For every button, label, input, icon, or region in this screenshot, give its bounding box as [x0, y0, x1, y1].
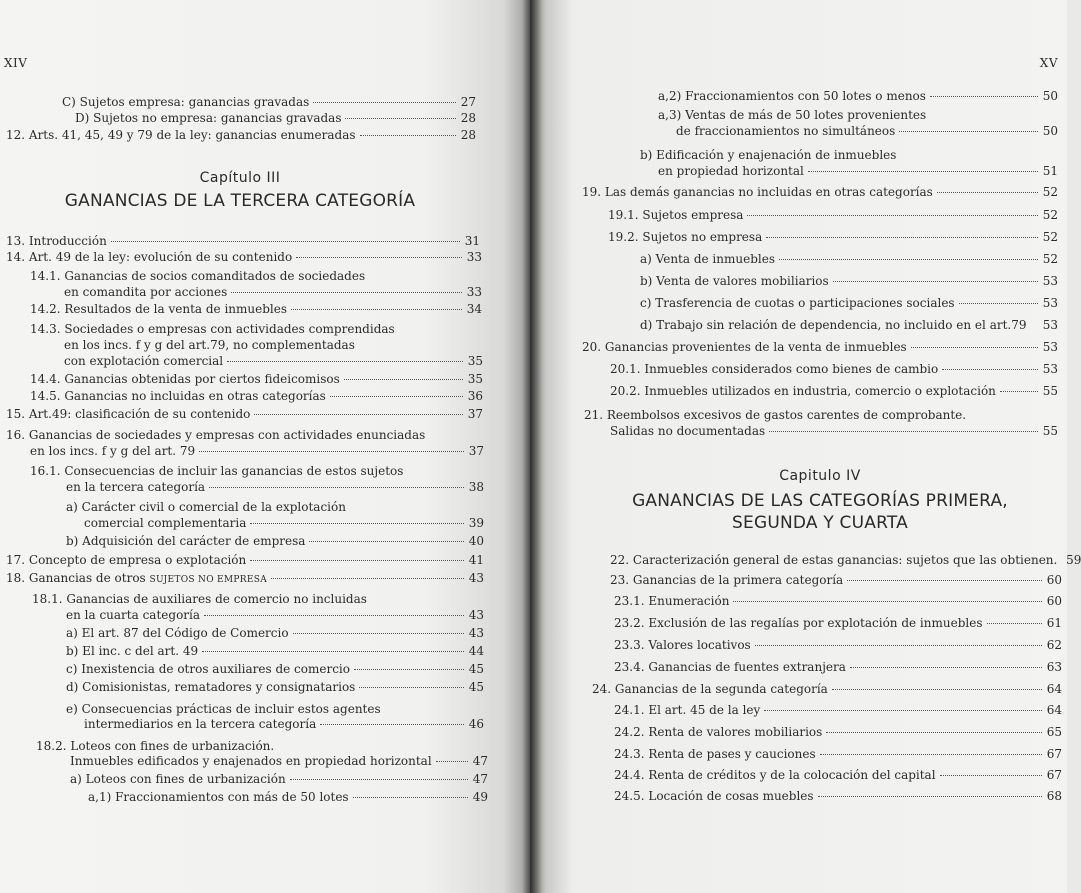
- toc-entry-text: 16. Ganancias de sociedades y empresas con actividades enunciadas: [6, 428, 426, 442]
- toc-entry: en comandita por acciones 33: [64, 285, 482, 299]
- toc-entry-text: a) Carácter civil o comercial de la explotación: [66, 500, 346, 514]
- chapter-title-line: SEGUNDA Y CUARTA: [732, 513, 908, 533]
- toc-entry-text: 16.1. Consecuencias de incluir las ganancias de estos sujetos: [30, 464, 404, 478]
- toc-entry: en los incs. f y g del art. 79 37: [30, 444, 484, 458]
- toc-entry: Salidas no documentadas 55: [610, 424, 1058, 438]
- toc-entry: 13. Introducción 31: [6, 234, 480, 248]
- toc-entry: a) Loteos con fines de urbanización 47: [70, 772, 488, 786]
- toc-entry: Inmuebles edificados y enajenados en propiedad horizontal 47: [70, 754, 488, 768]
- toc-entry: d) Comisionistas, rematadores y consignatarios 45: [66, 680, 484, 694]
- toc-entry: a) El art. 87 del Código de Comercio 43: [66, 626, 484, 640]
- toc-entry: 20.2. Inmuebles utilizados en industria, comercio o explotación 55: [610, 384, 1058, 398]
- toc-entry: b) Adquisición del carácter de empresa 40: [66, 534, 484, 548]
- toc-entry: en la cuarta categoría 43: [66, 608, 484, 622]
- toc-entry: a) Venta de inmuebles 52: [640, 252, 1058, 266]
- chapter-label: Capítulo III: [199, 170, 281, 186]
- toc-entry-text: 21. Reembolsos excesivos de gastos carentes de comprobante.: [584, 408, 967, 422]
- toc-entry: 14.4. Ganancias obtenidas por ciertos fideicomisos 35: [30, 372, 483, 386]
- toc-entry: en propiedad horizontal 51: [658, 164, 1058, 178]
- toc-entry: 24.3. Renta de pases y cauciones 67: [614, 747, 1062, 761]
- toc-entry: intermediarios en la tercera categoría 46: [84, 717, 484, 731]
- chapter-label: Capitulo IV: [779, 468, 861, 484]
- toc-entry: 23. Ganancias de la primera categoría 60: [610, 573, 1062, 587]
- toc-entry-text: a,3) Ventas de más de 50 lotes provenientes: [658, 108, 927, 122]
- toc-entry: comercial complementaria 39: [84, 516, 484, 530]
- toc-entry: 19. Las demás ganancias no incluidas en otras categorías 52: [582, 185, 1058, 199]
- left-page: [0, 0, 530, 893]
- right-page: [530, 0, 1081, 893]
- toc-entry: d) Trabajo sin relación de dependencia, no incluido en el art.79 53: [640, 318, 1058, 332]
- toc-entry: 14. Art. 49 de la ley: evolución de su contenido 33: [6, 250, 482, 264]
- toc-entry-text: 18.1. Ganancias de auxiliares de comercio no incluidas: [32, 592, 367, 606]
- toc-entry: 17. Concepto de empresa o explotación 41: [6, 553, 484, 567]
- toc-entry: 15. Art.49: clasificación de su contenido 37: [6, 407, 483, 421]
- toc-entry: c) Trasferencia de cuotas o participaciones sociales 53: [640, 296, 1058, 310]
- toc-entry: b) Venta de valores mobiliarios 53: [640, 274, 1058, 288]
- chapter-title: GANANCIAS DE LA TERCERA CATEGORÍA: [64, 191, 416, 211]
- toc-entry: 18. Ganancias de otros SUJETOS NO EMPRESA 43: [6, 571, 484, 585]
- toc-entry: 24.1. El art. 45 de la ley 64: [614, 703, 1062, 717]
- toc-entry: 23.2. Exclusión de las regalías por explotación de inmuebles 61: [614, 616, 1062, 630]
- toc-entry: 24. Ganancias de la segunda categoría 64: [592, 682, 1062, 696]
- toc-entry: 20. Ganancias provenientes de la venta de inmuebles 53: [582, 340, 1058, 354]
- toc-entry: D) Sujetos no empresa: ganancias gravadas 28: [75, 111, 476, 125]
- chapter-title: [600, 490, 1040, 534]
- page-number: XV: [1039, 56, 1058, 70]
- toc-entry-text: e) Consecuencias prácticas de incluir estos agentes: [66, 702, 381, 716]
- toc-entry: 19.2. Sujetos no empresa 52: [608, 230, 1058, 244]
- toc-entry-text: 14.1. Ganancias de socios comanditados de sociedades: [30, 269, 366, 283]
- toc-entry: 24.4. Renta de créditos y de la colocación del capital 67: [614, 768, 1062, 782]
- toc-entry: C) Sujetos empresa: ganancias gravadas 27: [62, 95, 476, 109]
- toc-entry: de fraccionamientos no simultáneos 50: [676, 124, 1058, 138]
- chapter-title-line: GANANCIAS DE LAS CATEGORÍAS PRIMERA,: [632, 491, 1008, 511]
- toc-entry: en la tercera categoría 38: [66, 480, 484, 494]
- toc-entry: c) Inexistencia de otros auxiliares de comercio 45: [66, 662, 484, 676]
- toc-entry: 12. Arts. 41, 45, 49 y 79 de la ley: ganancias enumeradas 28: [6, 128, 476, 142]
- toc-entry: 14.2. Resultados de la venta de inmuebles 34: [30, 302, 482, 316]
- toc-entry: con explotación comercial 35: [64, 354, 483, 368]
- toc-entry: a,2) Fraccionamientos con 50 lotes o menos 50: [658, 89, 1058, 103]
- toc-entry: 24.2. Renta de valores mobiliarios 65: [614, 725, 1062, 739]
- book-gutter-shadow: [522, 0, 542, 893]
- toc-entry-text: b) Edificación y enajenación de inmuebles: [640, 148, 897, 162]
- toc-entry-text: 18.2. Loteos con fines de urbanización.: [36, 739, 275, 753]
- toc-entry: b) El inc. c del art. 49 44: [66, 644, 484, 658]
- toc-entry: 23.4. Ganancias de fuentes extranjera 63: [614, 660, 1062, 674]
- toc-entry-text: 14.3. Sociedades o empresas con actividades comprendidas: [30, 322, 395, 336]
- toc-entry: 14.5. Ganancias no incluidas en otras categorías 36: [30, 389, 483, 403]
- toc-entry: a,1) Fraccionamientos con más de 50 lotes 49: [88, 790, 488, 804]
- toc-entry: 20.1. Inmuebles considerados como bienes de cambio 53: [610, 362, 1058, 376]
- toc-entry-text: en los incs. f y g del art.79, no complementadas: [64, 338, 355, 352]
- toc-entry: 23.3. Valores locativos 62: [614, 638, 1062, 652]
- toc-entry: 24.5. Locación de cosas muebles 68: [614, 789, 1062, 803]
- toc-entry: 19.1. Sujetos empresa 52: [608, 208, 1058, 222]
- toc-entry: 23.1. Enumeración 60: [614, 594, 1062, 608]
- page-number: XIV: [4, 56, 28, 70]
- toc-entry: 22. Caracterización general de estas ganancias: sujetos que las obtienen. 59: [610, 553, 1081, 567]
